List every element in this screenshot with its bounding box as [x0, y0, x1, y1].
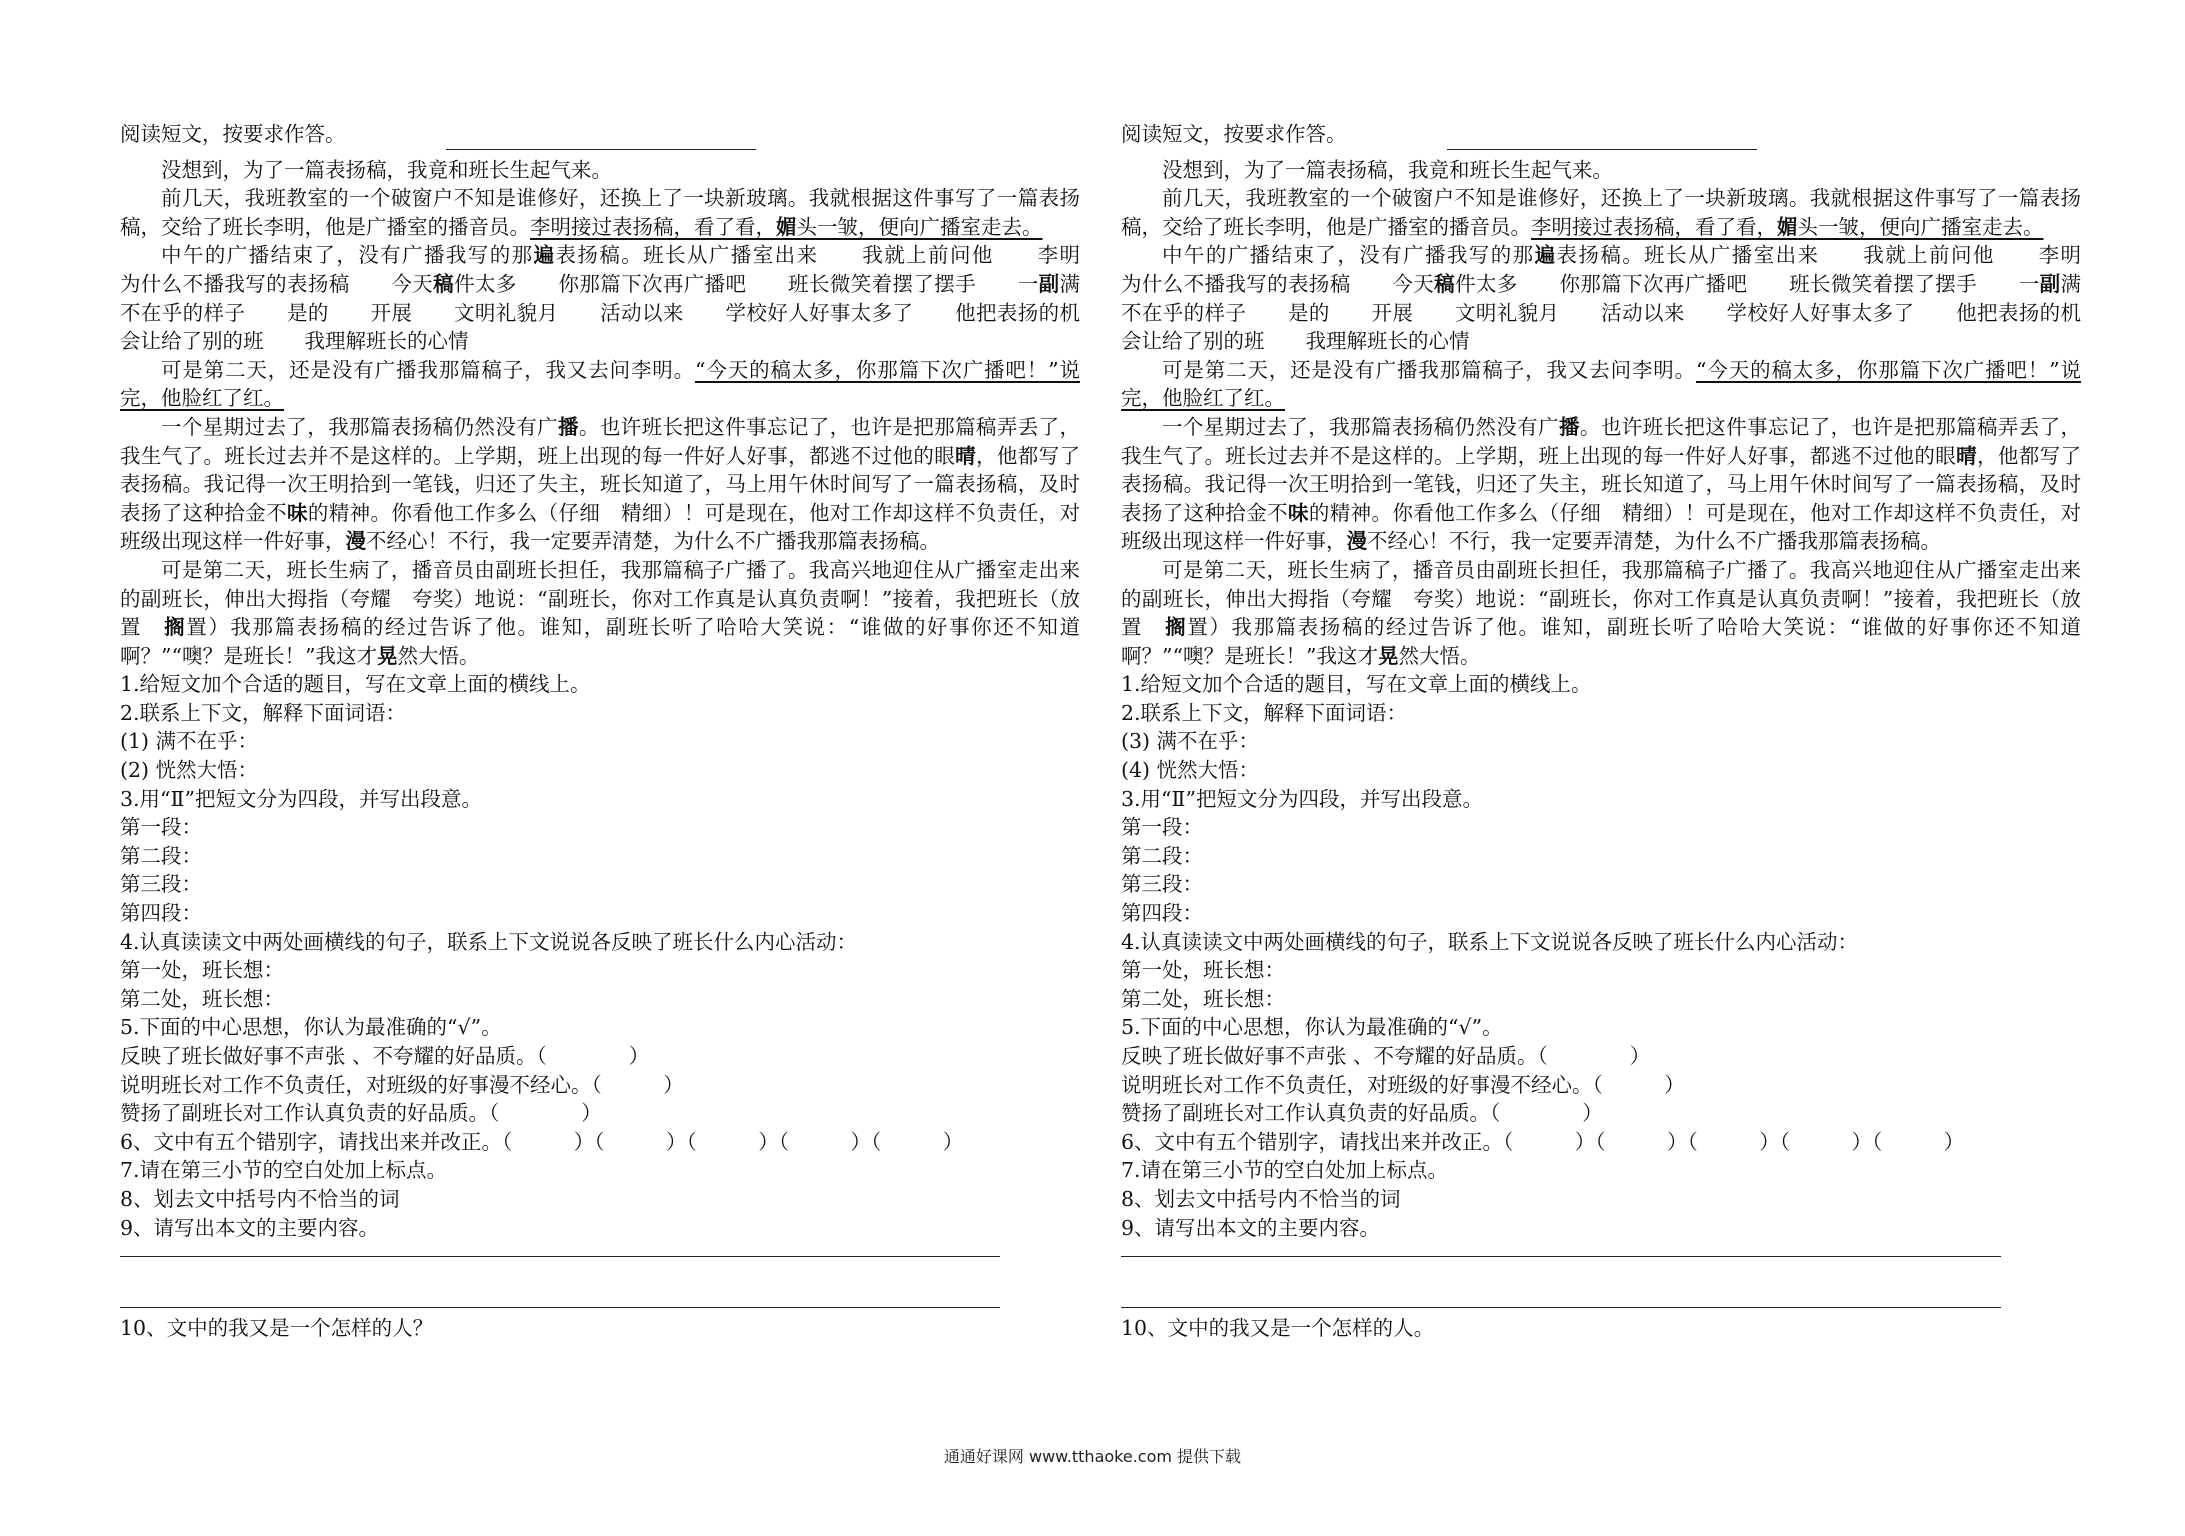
question-5: 5.下面的中心思想，你认为最准确的“√”。: [1121, 1015, 1503, 1040]
question-4: 4.认真读读文中两处画横线的句子，联系上下文说说各反映了班长什么内心活动：: [1121, 929, 1859, 954]
question-5-option-3: 赞扬了副班长对工作认真负责的好品质。（ ）: [120, 1101, 602, 1126]
question-4-item-2: 第二处，班长想：: [120, 986, 284, 1011]
underlined-sentence-2: “今天的稿太多，你那篇下次广播吧！”说完，他脸红了红。: [1121, 357, 2081, 411]
paragraph-4: 可是第二天，还是没有广播我那篇稿子，我又去问李明。“今天的稿太多，你那篇下次广播吧！”说完，他脸红了红。: [120, 357, 1080, 411]
question-3: 3.用“Ⅱ”把短文分为四段，并写出段意。: [1121, 786, 1483, 811]
underlined-sentence-2: “今天的稿太多，你那篇下次广播吧！”说完，他脸红了红。: [120, 357, 1080, 411]
question-4-item-1: 第一处，班长想：: [1121, 958, 1285, 983]
question-5-option-1: 反映了班长做好事不声张 、不夸耀的好品质。（ ）: [120, 1044, 650, 1068]
paragraph-4: 可是第二天，还是没有广播我那篇稿子，我又去问李明。“今天的稿太多，你那篇下次广播吧！”说完，他脸红了红。: [1121, 357, 2081, 411]
paragraph-1: 没想到，为了一篇表扬稿，我竟和班长生起气来。: [1162, 157, 1613, 182]
paragraph-3: 中午的广播结束了，没有广播我写的那遍表扬稿。班长从广播室出来 我就上前问他 李明 为什么不播我写的表扬稿 今天稿件太多 你那篇下次再广播吧 班长微笑着摆了摆手 一副满不在乎的样子 是的 开展 文明礼貌月 活动以来 学校好人好事太多了 他把表扬的机会让给了别的班 我理解班长的心情: [120, 243, 1122, 354]
question-5-option-2: 说明班长对工作不负责任，对班级的好事漫不经心。（ ）: [120, 1072, 684, 1097]
question-5-option-2: 说明班长对工作不负责任，对班级的好事漫不经心。（ ）: [1121, 1072, 1685, 1097]
title-blank-line: [1447, 149, 1757, 150]
section-3-label: 第三段：: [1121, 872, 1203, 897]
paragraph-6: 可是第二天，班长生病了，播音员由副班长担任，我那篇稿子广播了。我高兴地迎住从广播室走出来的副班长，伸出大拇指（夸耀 夸奖）地说：“副班长，你对工作真是认真负责啊！”接着，我把班长（放置 搁置）我那篇表扬稿的经过告诉了他。谁知，副班长听了哈哈大笑说：“谁做的好事你还不知道啊？”“噢？是班长！”我这才晃然大悟。: [120, 557, 1081, 668]
question-5-option-1: 反映了班长做好事不声张 、不夸耀的好品质。（ ）: [1121, 1044, 1651, 1068]
section-3-label: 第三段：: [120, 872, 202, 897]
question-2: 2.联系上下文，解释下面词语：: [120, 700, 407, 725]
answer-line-1: [120, 1256, 1000, 1257]
question-8: 8、划去文中括号内不恰当的词: [120, 1186, 400, 1211]
section-1-label: 第一段：: [120, 815, 202, 840]
question-2-item-1: (3) 满不在乎：: [1121, 729, 1260, 754]
question-8: 8、划去文中括号内不恰当的词: [1121, 1186, 1401, 1211]
question-5: 5.下面的中心思想，你认为最准确的“√”。: [120, 1015, 502, 1040]
question-1: 1.给短文加个合适的题目，写在文章上面的横线上。: [1121, 672, 1592, 697]
page-footer: 通通好课网 www.tthaoke.com 提供下载: [943, 1447, 1242, 1466]
question-2-item-2: (4) 恍然大悟：: [1121, 758, 1260, 783]
question-9: 9、请写出本文的主要内容。: [1121, 1215, 1381, 1240]
instruction: 阅读短文，按要求作答。: [1121, 122, 1347, 146]
paragraph-5: 一个星期过去了，我那篇表扬稿仍然没有广播。也许班长把这件事忘记了，也许是把那篇稿弄丢了，我生气了。班长过去并不是这样的。上学期，班上出现的每一件好人好事，都逃不过他的眼晴，他都写了表扬稿。我记得一次王明拾到一笔钱，归还了失主，班长知道了，马上用午休时间写了一篇表扬稿，及时表扬了这种拾金不味的精神。你看他工作多么（仔细 精细）！可是现在，他对工作却这样不负责任，对班级出现这样一件好事，漫不经心！不行，我一定要弄清楚，为什么不广播我那篇表扬稿。: [1121, 414, 2082, 554]
underlined-sentence-1: 李明接过表扬稿，看了看，媚头一皱，便向广播室走去。: [1531, 214, 2044, 239]
question-2-item-2: (2) 恍然大悟：: [120, 758, 259, 783]
question-4: 4.认真读读文中两处画横线的句子，联系上下文说说各反映了班长什么内心活动：: [120, 929, 858, 954]
underlined-sentence-1: 李明接过表扬稿，看了看，媚头一皱，便向广播室走去。: [530, 214, 1043, 239]
paragraph-5: 一个星期过去了，我那篇表扬稿仍然没有广播。也许班长把这件事忘记了，也许是把那篇稿弄丢了，我生气了。班长过去并不是这样的。上学期，班上出现的每一件好人好事，都逃不过他的眼晴，他都写了表扬稿。我记得一次王明拾到一笔钱，归还了失主，班长知道了，马上用午休时间写了一篇表扬稿，及时表扬了这种拾金不味的精神。你看他工作多么（仔细 精细）！可是现在，他对工作却这样不负责任，对班级出现这样一件好事，漫不经心！不行，我一定要弄清楚，为什么不广播我那篇表扬稿。: [120, 414, 1081, 554]
answer-line-2: [1121, 1307, 2001, 1308]
question-7: 7.请在第三小节的空白处加上标点。: [120, 1158, 448, 1183]
section-2-label: 第二段：: [1121, 843, 1203, 868]
paragraph-2: 前几天，我班教室的一个破窗户不知是谁修好，还换上了一块新玻璃。我就根据这件事写了一篇表扬稿，交给了班长李明，他是广播室的播音员。李明接过表扬稿，看了看，媚头一皱，便向广播室走去。: [120, 186, 1080, 239]
question-6: 6、文中有五个错别字，请找出来并改正。（ ）（ ）（ ）（ ）（ ）: [1121, 1129, 1965, 1154]
worksheet-right: [1121, 120, 2123, 1343]
paragraph-1: 没想到，为了一篇表扬稿，我竟和班长生起气来。: [161, 157, 612, 182]
paragraph-3: 中午的广播结束了，没有广播我写的那遍表扬稿。班长从广播室出来 我就上前问他 李明 为什么不播我写的表扬稿 今天稿件太多 你那篇下次再广播吧 班长微笑着摆了摆手 一副满不在乎的样子 是的 开展 文明礼貌月 活动以来 学校好人好事太多了 他把表扬的机会让给了别的班 我理解班长的心情: [1121, 243, 2123, 354]
question-1: 1.给短文加个合适的题目，写在文章上面的横线上。: [120, 672, 591, 697]
section-4-label: 第四段：: [120, 901, 202, 926]
instruction: 阅读短文，按要求作答。: [120, 122, 346, 146]
question-10: 10、文中的我又是一个怎样的人？: [120, 1316, 434, 1341]
question-9: 9、请写出本文的主要内容。: [120, 1215, 380, 1240]
section-1-label: 第一段：: [1121, 815, 1203, 840]
question-5-option-3: 赞扬了副班长对工作认真负责的好品质。（ ）: [1121, 1101, 1603, 1126]
paragraph-6: 可是第二天，班长生病了，播音员由副班长担任，我那篇稿子广播了。我高兴地迎住从广播室走出来的副班长，伸出大拇指（夸耀 夸奖）地说：“副班长，你对工作真是认真负责啊！”接着，我把班长（放置 搁置）我那篇表扬稿的经过告诉了他。谁知，副班长听了哈哈大笑说：“谁做的好事你还不知道啊？”“噢？是班长！”我这才晃然大悟。: [1121, 557, 2082, 668]
question-2: 2.联系上下文，解释下面词语：: [1121, 700, 1408, 725]
answer-line-2: [120, 1307, 1000, 1308]
answer-line-1: [1121, 1256, 2001, 1257]
question-3: 3.用“Ⅱ”把短文分为四段，并写出段意。: [120, 786, 482, 811]
question-4-item-1: 第一处，班长想：: [120, 958, 284, 983]
title-blank-line: [446, 149, 756, 150]
question-2-item-1: (1) 满不在乎：: [120, 729, 259, 754]
section-2-label: 第二段：: [120, 843, 202, 868]
question-7: 7.请在第三小节的空白处加上标点。: [1121, 1158, 1449, 1183]
question-6: 6、文中有五个错别字，请找出来并改正。（ ）（ ）（ ）（ ）（ ）: [120, 1129, 964, 1154]
question-10: 10、文中的我又是一个怎样的人。: [1121, 1316, 1435, 1341]
question-4-item-2: 第二处，班长想：: [1121, 986, 1285, 1011]
section-4-label: 第四段：: [1121, 901, 1203, 926]
paragraph-2: 前几天，我班教室的一个破窗户不知是谁修好，还换上了一块新玻璃。我就根据这件事写了一篇表扬稿，交给了班长李明，他是广播室的播音员。李明接过表扬稿，看了看，媚头一皱，便向广播室走去。: [1121, 186, 2081, 239]
worksheet-left: [120, 120, 1122, 1343]
